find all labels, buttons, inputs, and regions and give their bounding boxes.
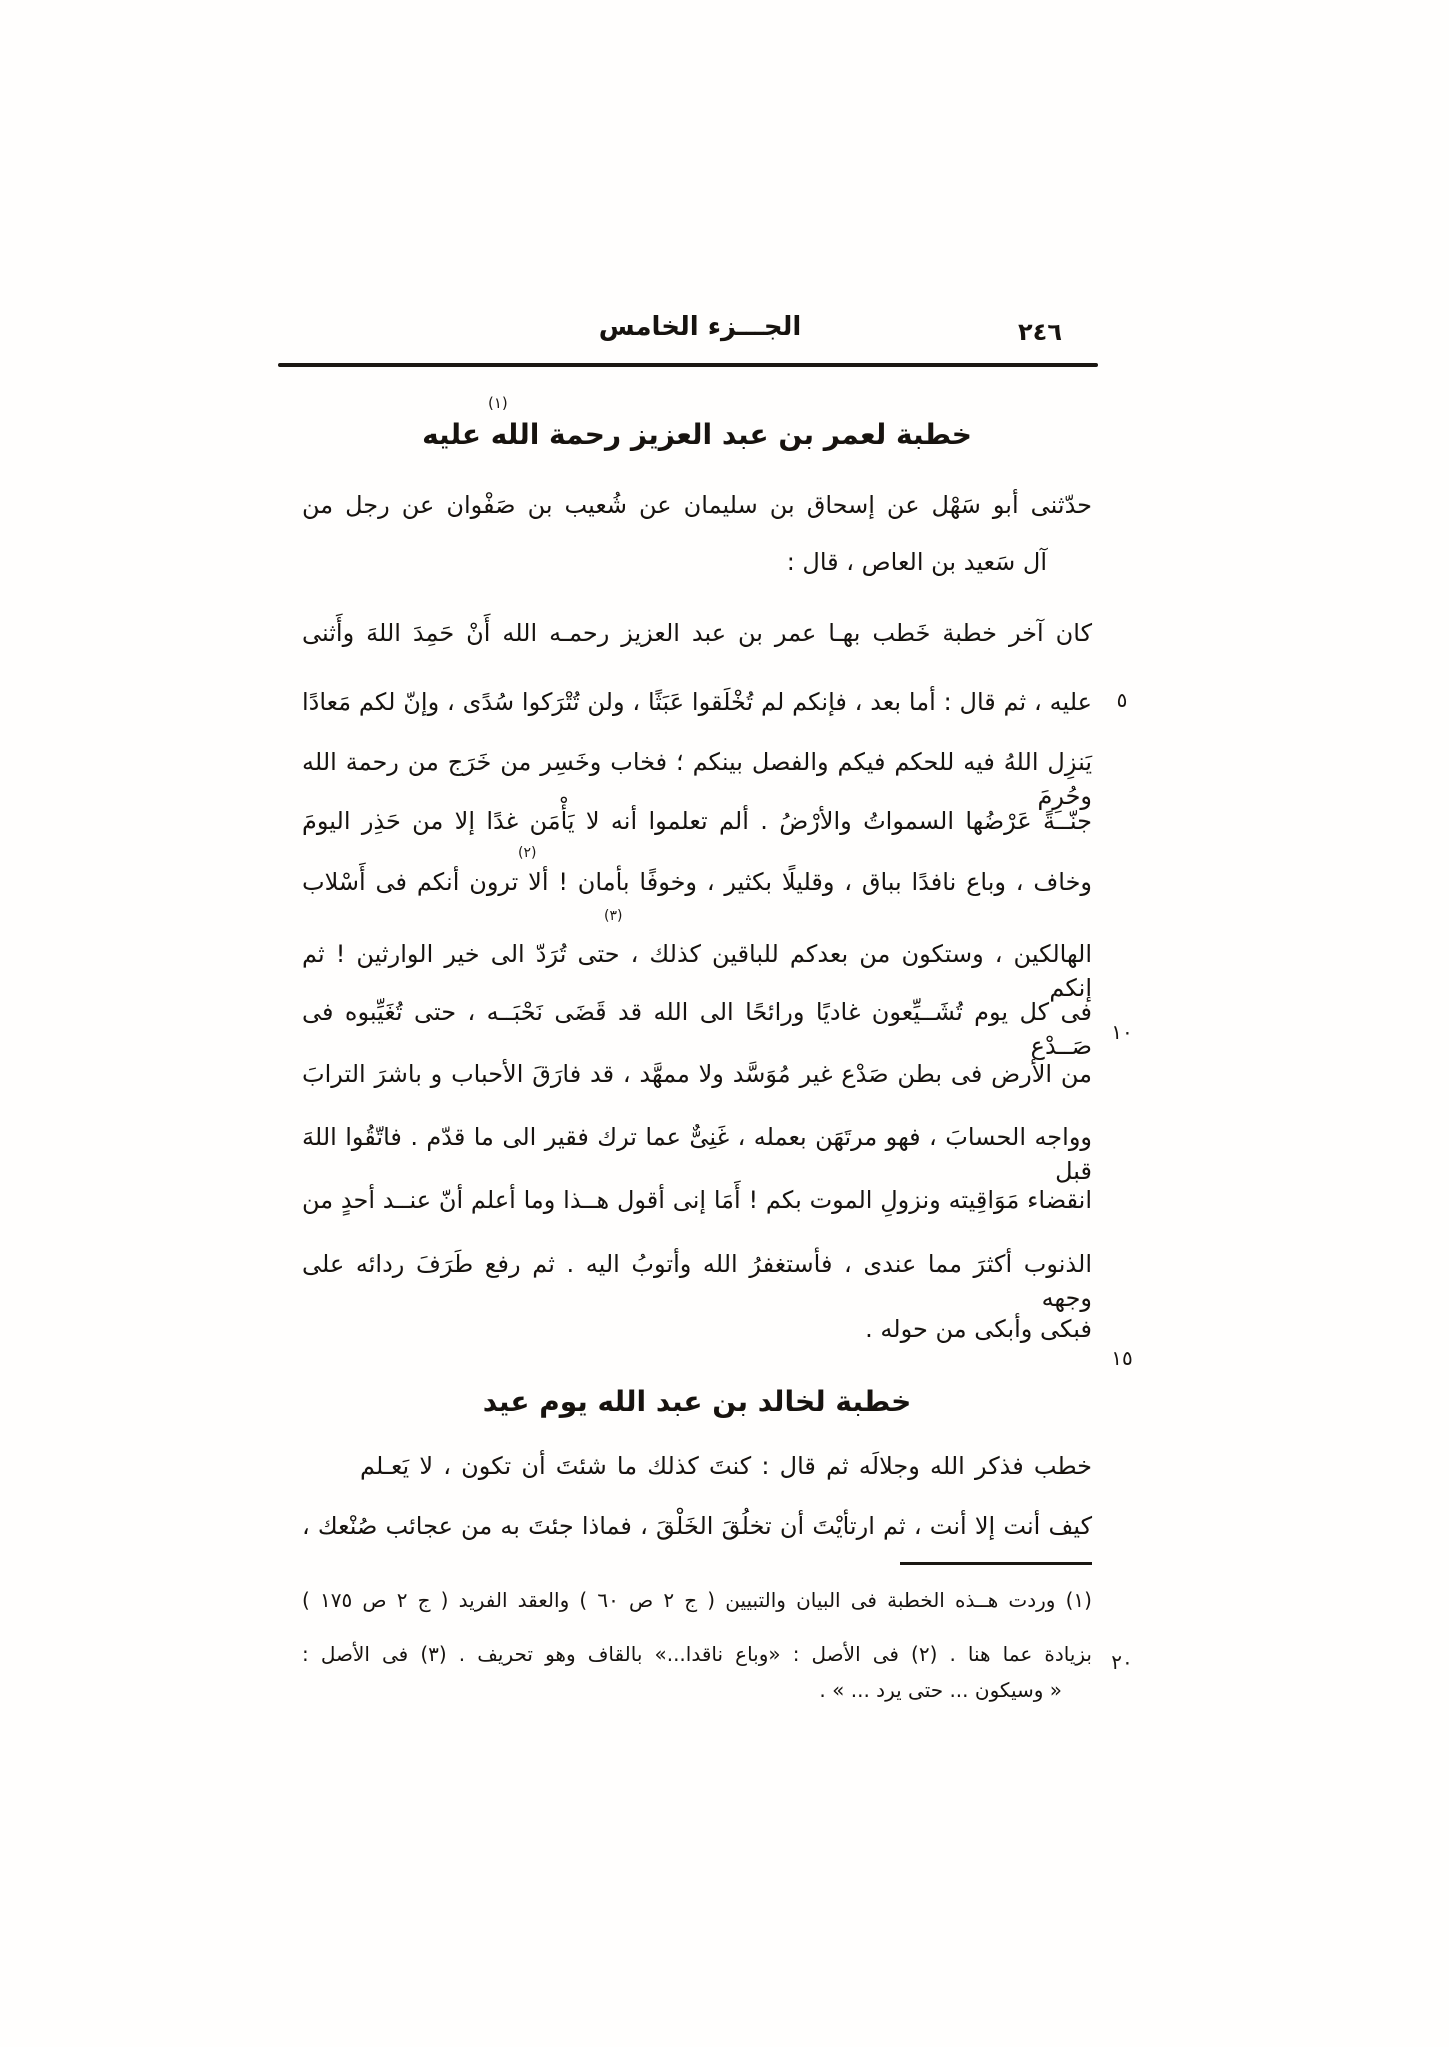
body-line: كان آخر خطبة خَطب بهـا عمر بن عبد العزيز رحمـه الله أَنْ حَمِدَ اللهَ وأَثنى [302,619,1092,647]
sermon1-title: خطبة لعمر بن عبد العزيز رحمة الله عليه [422,418,972,451]
body-line: فبكى وأبكى من حوله . [865,1315,1092,1343]
body-line: الهالكين ، وستكون من بعدكم للباقين كذلك ، حتى تُرَدّ الى خير الوارثين ! ثم إنكم [302,940,1092,1002]
body-line: جنّــةً عَرْضُها السمواتُ والأرْضُ . ألم تعلموا أنه لا يَأْمَن غدًا إلا من حَذِر اليومَ [302,807,1092,835]
body-line: كيف أنت إلا أنت ، ثم ارتأيْتَ أن تخلُقَ الخَلْقَ ، فماذا جئتَ به من عجائب صُنْعك ، [302,1512,1092,1540]
footnote-ref-3: (٣) [604,908,623,924]
header-volume-title: الجـــزء الخامس [598,312,802,342]
body-line: يَنزِل اللهُ فيه للحكم فيكم والفصل بينكم ؛ فخاب وخَسِر من خَرَج من رحمة الله وحُرِمَ [302,748,1092,810]
body-line: عليه ، ثم قال : أما بعد ، فإنكم لم تُخْلَقوا عَبَثًا ، ولن تُتْرَكوا سُدًى ، وإنّ لكم مَعادًا [302,688,1092,716]
body-line: الذنوب أكثرَ مما عندى ، فأستغفرُ الله وأتوبُ اليه . ثم رفع طَرَفَ ردائه على وجهه [302,1250,1092,1312]
sermon2-title: خطبة لخالد بن عبد الله يوم عيد [482,1385,912,1418]
margin-line-number-15: ١٥ [1111,1346,1133,1370]
isnad-line: حدّثنى أبو سَهْل عن إسحاق بن سليمان عن شُعيب بن صَفْوان عن رجل من [302,491,1092,519]
margin-line-number-20: ٢٠ [1111,1650,1133,1674]
body-line: وواجه الحسابَ ، فهو مرتَهَن بعمله ، غَنِىٌّ عما ترك فقير الى ما قدّم . فاتّقُوا اللهَ قبل [302,1123,1092,1185]
header-rule [278,363,1098,367]
footnote-line: (١) وردت هــذه الخطبة فى البيان والتبيين ( ج ٢ ص ٦٠ ) والعقد الفريد ( ج ٢ ص ١٧٥ ) [302,1588,1092,1612]
footnote-line: « وسيكون ... حتى يرد ... » . [819,1678,1062,1702]
body-line: فى كل يوم تُشَــيِّعون غاديًا ورائحًا الى الله قد قَضَى نَحْبَــه ، حتى تُغَيِّبوه فى صَــدْع [302,998,1092,1060]
footnote-line: بزيادة عما هنا . (٢) فى الأصل : «وباع ناقدا...» بالقاف وهو تحريف . (٣) فى الأصل : [302,1642,1093,1666]
body-line: من الأرض فى بطن صَدْع غير مُوَسَّد ولا ممهَّد ، قد فارَقَ الأحباب و باشرَ الترابَ [302,1060,1092,1088]
header-page-number: ٢٤٦ [1018,318,1062,346]
body-line: خطب فذكر الله وجلالَه ثم قال : كنتَ كذلك ما شئتَ أن تكون ، لا يَعـلم [360,1452,1092,1480]
body-line: انقضاء مَوَاقِيته ونزولِ الموت بكم ! أَمَا إنى أقول هــذا وما أعلم أنّ عنــد أحدٍ من [302,1186,1092,1214]
body-line: وخاف ، وباع نافدًا بباق ، وقليلًا بكثير ، وخوفًا بأمان ! ألا ترون أنكم فى أَسْلاب [302,868,1092,896]
isnad-line: آل سَعيد بن العاص ، قال : [786,548,1047,576]
footnote-ref-2: (٢) [518,845,537,861]
footnote-ref-1: (١) [488,394,508,412]
footnote-separator [900,1562,1092,1565]
margin-line-number-5: ٥ [1116,688,1128,712]
margin-line-number-10: ١٠ [1111,1020,1133,1044]
